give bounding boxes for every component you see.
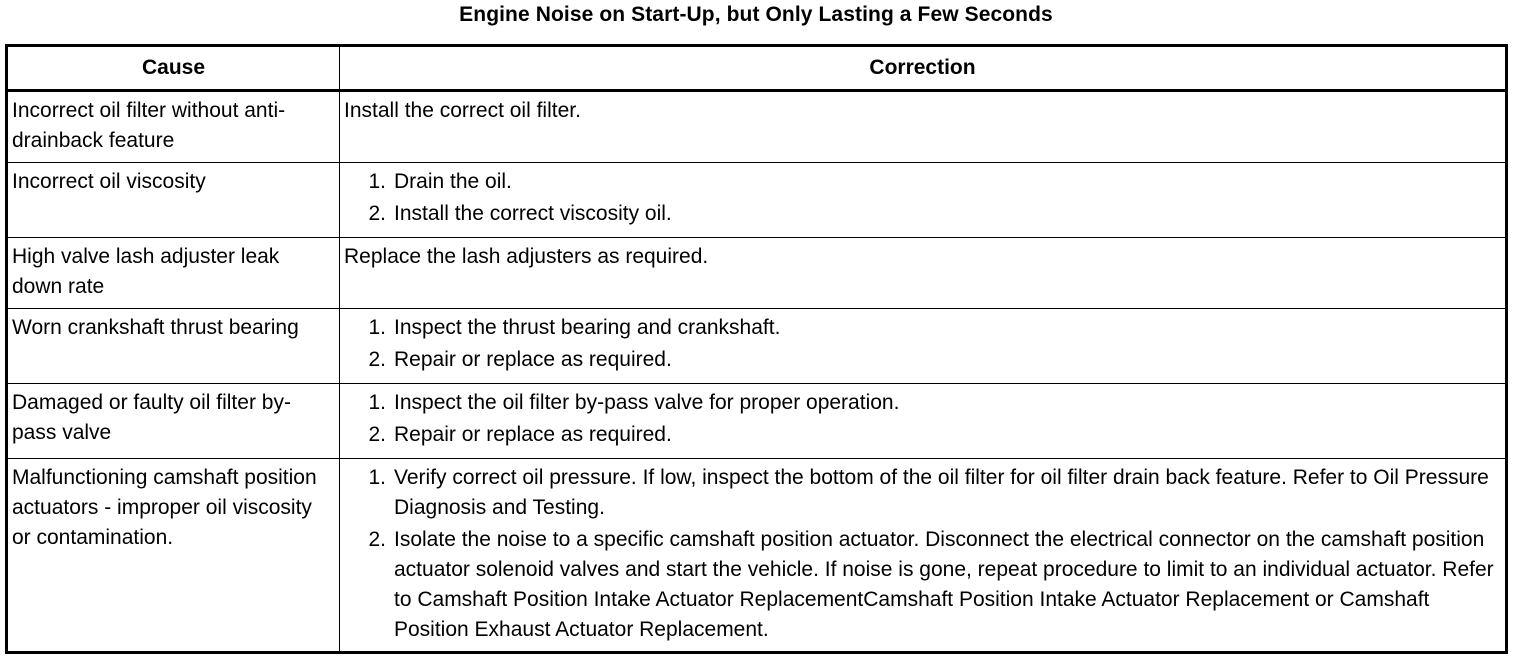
cause-cell: Incorrect oil viscosity	[7, 163, 340, 238]
step-text: Inspect the thrust bearing and crankshaft.	[394, 316, 781, 339]
table-row	[7, 91, 1507, 163]
correction-column-header: Correction	[340, 46, 1507, 91]
table-header-row	[7, 46, 1507, 91]
step-text: Inspect the oil filter by-pass valve for proper operation.	[394, 391, 900, 414]
table-row	[7, 163, 1507, 238]
correction-steps	[344, 313, 1499, 375]
step-item	[344, 388, 1499, 418]
cause-cell: Worn crankshaft thrust bearing	[7, 309, 340, 384]
step-number: 2.	[368, 423, 386, 446]
document-title: Engine Noise on Start-Up, but Only Lasting a Few Seconds	[459, 3, 1053, 26]
step-number: 1.	[368, 316, 386, 339]
table-row	[7, 459, 1507, 653]
correction-steps	[344, 463, 1499, 645]
step-text: Repair or replace as required.	[394, 423, 672, 446]
correction-cell	[340, 384, 1507, 459]
step-number: 1.	[368, 466, 386, 489]
diagnosis-table	[5, 44, 1508, 654]
step-item	[344, 345, 1499, 375]
cause-cell: Damaged or faulty oil filter by-pass valve	[7, 384, 340, 459]
table-row	[7, 309, 1507, 384]
step-number: 2.	[368, 348, 386, 371]
correction-cell: Install the correct oil filter.	[340, 91, 1507, 163]
correction-steps	[344, 167, 1499, 229]
step-text: Verify correct oil pressure. If low, inspect the bottom of the oil filter for oil filter drain back feature. Refer to Oil Pressure Diagnosis and Testing.	[394, 466, 1489, 519]
cause-column-header: Cause	[7, 46, 340, 91]
step-number: 1.	[368, 391, 386, 414]
correction-cell	[340, 309, 1507, 384]
cause-cell: Malfunctioning camshaft position actuators - improper oil viscosity or contamination.	[7, 459, 340, 653]
step-text: Repair or replace as required.	[394, 348, 672, 371]
step-item	[344, 313, 1499, 343]
correction-cell: Replace the lash adjusters as required.	[340, 238, 1507, 309]
correction-cell	[340, 459, 1507, 653]
correction-steps	[344, 388, 1499, 450]
step-item	[344, 463, 1499, 523]
step-number: 2.	[368, 202, 386, 225]
step-item	[344, 167, 1499, 197]
table-row	[7, 384, 1507, 459]
step-item	[344, 199, 1499, 229]
step-text: Drain the oil.	[394, 170, 512, 193]
step-item	[344, 420, 1499, 450]
step-item	[344, 525, 1499, 645]
step-number: 2.	[368, 528, 386, 551]
step-number: 1.	[368, 170, 386, 193]
correction-cell	[340, 163, 1507, 238]
cause-cell: Incorrect oil filter without anti-drainback feature	[7, 91, 340, 163]
cause-cell: High valve lash adjuster leak down rate	[7, 238, 340, 309]
step-text: Isolate the noise to a specific camshaft position actuator. Disconnect the electrical connector on the camshaft position actuator solenoid valves and start the vehicle. If noise is gone, repeat procedure to limit to an individual actuator. Refer to Camshaft Position Intake Actuator ReplacementCamshaft Position Intake Actuator Replacement or Camshaft Position Exhaust Actuator Replacement.	[394, 528, 1494, 641]
table-row	[7, 238, 1507, 309]
step-text: Install the correct viscosity oil.	[394, 202, 672, 225]
